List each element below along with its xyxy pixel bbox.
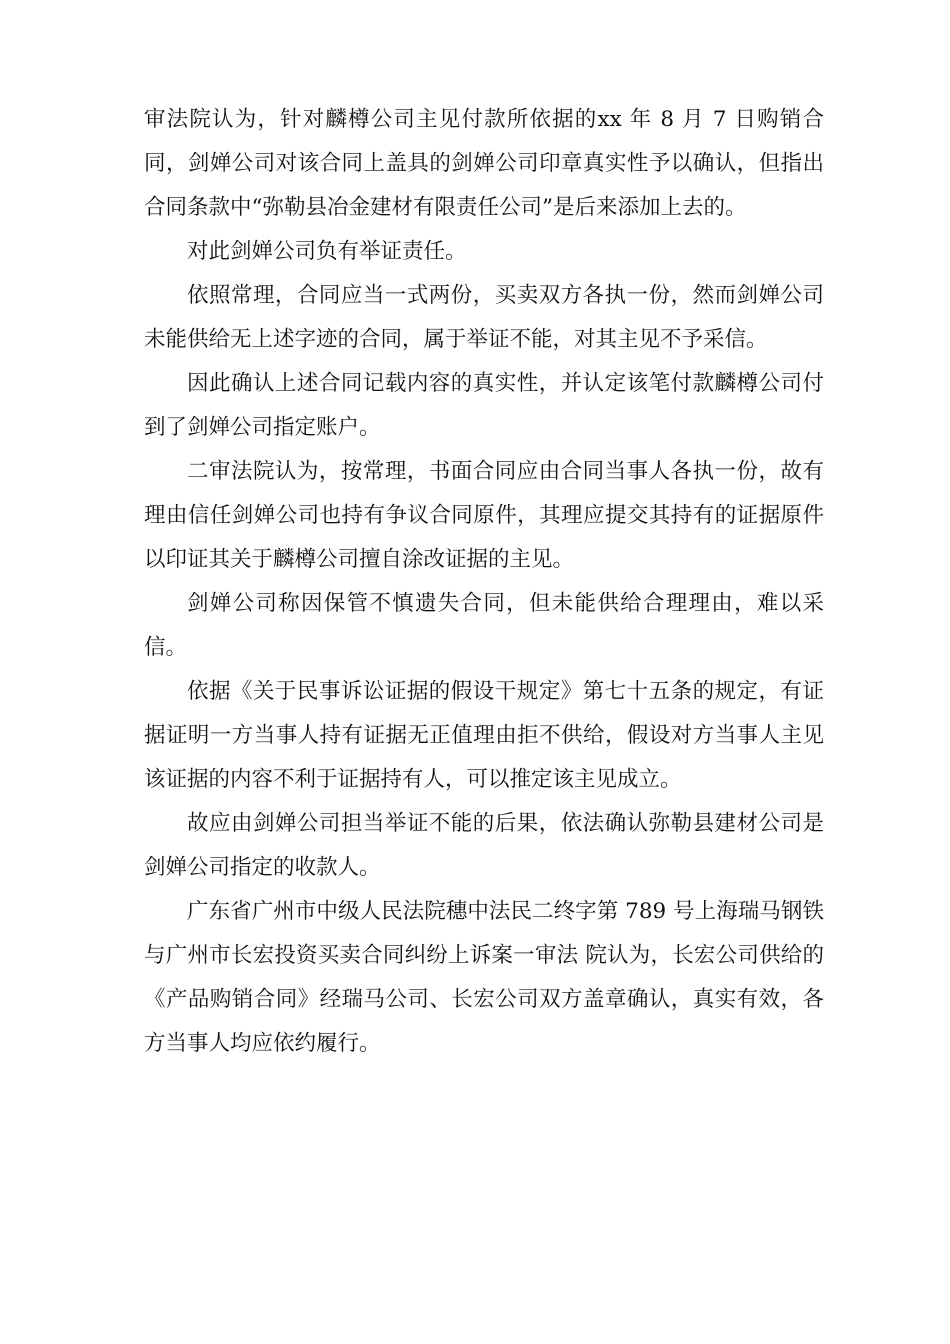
paragraph-6: 剑婵公司称因保管不慎遗失合同，但未能供给合理理由，难以采信。 — [144, 591, 824, 660]
paragraph-1: 审法院认为，针对麟樽公司主见付款所依据的xx 年 8 月 7 日购销合同，剑婵公司对该合同上盖具的剑婵公司印章真实性予以确认，但指出合同条款中“弥勒县冶金建材有限责任公司”是后来添加上去的。 — [144, 107, 824, 220]
paragraph-4: 因此确认上述合同记载内容的真实性，并认定该笔付款麟樽公司付到了剑婵公司指定账户。 — [144, 371, 824, 440]
paragraph-8: 故应由剑婵公司担当举证不能的后果，依法确认弥勒县建材公司是剑婵公司指定的收款人。 — [144, 811, 824, 880]
paragraph-2: 对此剑婵公司负有举证责任。 — [187, 239, 467, 264]
paragraph-9: 广东省广州市中级人民法院穗中法民二终字第 789 号上海瑞马钢铁与广州市长宏投资买卖合同纠纷上诉案一审法 院认为，长宏公司供给的《产品购销合同》经瑞马公司、长宏公司双方盖章确认，真实有效，各方当事人均应依约履行。 — [144, 899, 824, 1056]
paragraph-5: 二审法院认为，按常理，书面合同应由合同当事人各执一份，故有理由信任剑婵公司也持有争议合同原件，其理应提交其持有的证据原件以印证其关于麟樽公司擅自涂改证据的主见。 — [144, 459, 824, 572]
paragraph-3: 依照常理，合同应当一式两份，买卖双方各执一份，然而剑婵公司未能供给无上述字迹的合同，属于举证不能，对其主见不予采信。 — [144, 283, 824, 352]
document-body — [144, 98, 824, 1066]
paragraph-7: 依据《关于民事诉讼证据的假设干规定》第七十五条的规定，有证据证明一方当事人持有证据无正值理由拒不供给，假设对方当事人主见该证据的内容不利于证据持有人，可以推定该主见成立。 — [144, 679, 824, 792]
